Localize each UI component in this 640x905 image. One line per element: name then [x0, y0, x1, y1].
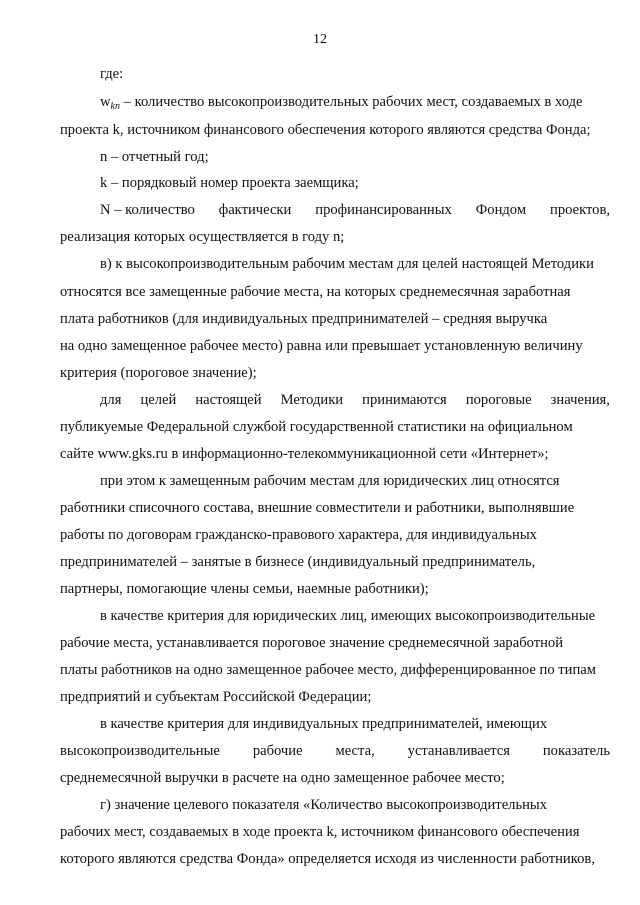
- word: проектов,: [550, 202, 610, 218]
- paragraph-g-line-2: рабочих мест, создаваемых в ходе проекта k, источником финансового обеспечения: [60, 824, 580, 840]
- word: фактически: [218, 202, 292, 218]
- paragraph-ie-criteria-line-1: в качестве критерия для индивидуальных предпринимателей, имеющих: [100, 716, 548, 732]
- word: N – количество: [100, 202, 195, 218]
- word: профинансированных: [315, 202, 452, 218]
- paragraph-employees-line-2: работники списочного состава, внешние совместители и работники, выполнявшие: [60, 500, 575, 516]
- paragraph-employees-line-5: партнеры, помогающие члены семьи, наемные работники);: [60, 581, 429, 597]
- paragraph-thresholds-line-2: публикуемые Федеральной службой государственной статистики на официальном: [60, 419, 573, 435]
- paragraph-thresholds-line-3: сайте www.gks.ru в информационно-телекоммуникационной сети «Интернет»;: [60, 446, 549, 462]
- line-k-definition: k – порядковый номер проекта заемщика;: [100, 175, 359, 191]
- paragraph-b-line-3: плата работников (для индивидуальных предпринимателей – средняя выручка: [60, 311, 548, 327]
- paragraph-employees-line-4: предпринимателей – занятые в бизнесе (индивидуальный предприниматель,: [60, 554, 536, 570]
- word: принимаются: [362, 392, 447, 408]
- paragraph-legal-criteria-line-1: в качестве критерия для юридических лиц, имеющих высокопроизводительные: [100, 608, 596, 624]
- word: пороговые: [465, 392, 532, 408]
- line-N-definition: [100, 201, 610, 219]
- paragraph-thresholds-line-1: [100, 391, 610, 409]
- line-wkn-definition-cont: проекта k, источником финансового обеспечения которого являются средства Фонда;: [60, 122, 591, 138]
- word: для: [100, 392, 122, 408]
- wkn-definition-text: – количество высокопроизводительных рабочих мест, создаваемых в ходе: [120, 94, 583, 110]
- word: рабочие: [252, 743, 303, 759]
- wkn-symbol: w: [100, 94, 111, 110]
- paragraph-employees-line-3: работы по договорам гражданско-правового характера, для индивидуальных: [60, 527, 537, 543]
- paragraph-legal-criteria-line-4: предприятий и субъектам Российской Федерации;: [60, 689, 372, 705]
- line-wkn-definition: [100, 93, 610, 111]
- word: целей: [140, 392, 177, 408]
- paragraph-employees-line-1: при этом к замещенным рабочим местам для юридических лиц относятся: [100, 473, 560, 489]
- word: высокопроизводительные: [60, 743, 220, 759]
- paragraph-legal-criteria-line-3: платы работников на одно замещенное рабочее место, дифференцированное по типам: [60, 662, 596, 678]
- paragraph-b-line-2: относятся все замещенные рабочие места, на которых среднемесячная заработная: [60, 284, 571, 300]
- paragraph-b-line-1: в) к высокопроизводительным рабочим местам для целей настоящей Методики: [100, 256, 594, 272]
- line-n-definition: n – отчетный год;: [100, 149, 209, 165]
- word: устанавливается: [407, 743, 510, 759]
- paragraph-b-line-4: на одно замещенное рабочее место) равна или превышает установленную величину: [60, 338, 583, 354]
- word: настоящей: [195, 392, 262, 408]
- paragraph-g-line-1: г) значение целевого показателя «Количество высокопроизводительных: [100, 797, 548, 813]
- paragraph-b-line-5: критерия (пороговое значение);: [60, 365, 257, 381]
- word: Фондом: [475, 202, 527, 218]
- word: значения,: [550, 392, 610, 408]
- page-number: 12: [313, 32, 327, 47]
- word: Методики: [280, 392, 344, 408]
- paragraph-legal-criteria-line-2: рабочие места, устанавливается пороговое значение среднемесячной заработной: [60, 635, 564, 651]
- word: места,: [335, 743, 375, 759]
- paragraph-ie-criteria-line-3: среднемесячной выручки в расчете на одно замещенное рабочее место;: [60, 770, 505, 786]
- wkn-subscript: kn: [110, 101, 120, 112]
- line-N-definition-cont: реализация которых осуществляется в году n;: [60, 229, 345, 245]
- paragraph-g-line-3: которого являются средства Фонда» определяется исходя из численности работников,: [60, 851, 595, 867]
- paragraph-ie-criteria-line-2: [60, 742, 610, 760]
- line-where: где:: [100, 66, 124, 82]
- word: показатель: [542, 743, 610, 759]
